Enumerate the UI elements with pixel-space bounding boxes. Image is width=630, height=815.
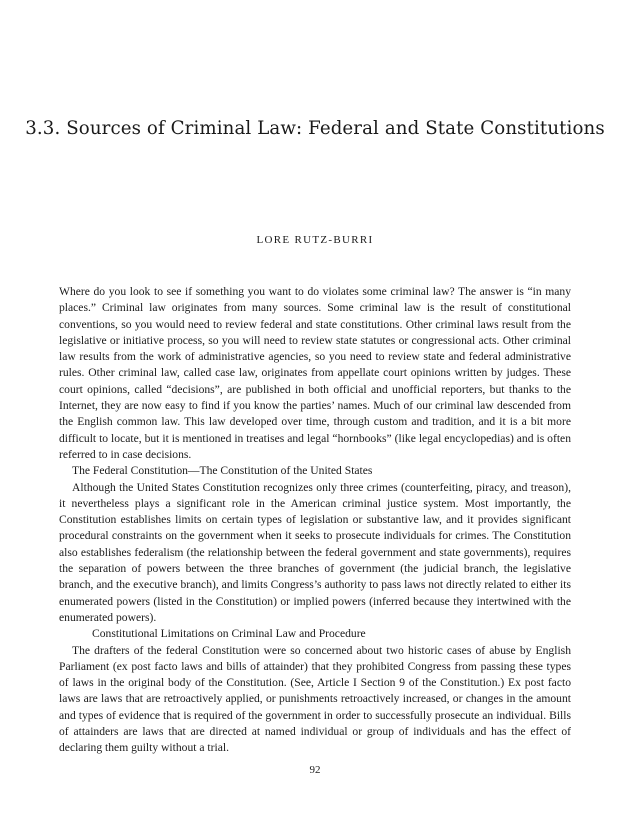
limitations-paragraph: The drafters of the federal Constitution were so concerned about two historic cases of abuse by English Parliament (ex post facto laws and bills of attainder) that they prohibited Congress from passing these types of laws in the original body of the Constitution. (See, Article I Section 9 of the Constitution.) Ex post facto laws are laws that are retroactively applied, or punishments retroactively increased, or changes in the amount and types of evidence that is required of the government in order to successfully prosecute an individual. Bills of attainders are laws that are directed at named individual or group of individuals and has the effect of declaring them guilty without a trial.	[59, 643, 571, 755]
subsection-heading: Constitutional Limitations on Criminal Law and Procedure	[92, 627, 366, 641]
section-heading: The Federal Constitution—The Constitution of the United States	[72, 464, 373, 478]
page-title: 3.3. Sources of Criminal Law: Federal and State Constitutions	[25, 118, 605, 139]
document-body	[59, 284, 571, 757]
intro-paragraph: Where do you look to see if something you want to do violates some criminal law? The answer is “in many places.” Criminal law originates from many sources. Some criminal law is the result of constitutional conventions, so you would need to review federal and state constitutions. Other criminal laws result from the legislative or initiative process, so you will need to review state statutes or congressional acts. Other criminal law results from the work of administrative agencies, so you need to review state and federal administrative rules. Other criminal law, called case law, originates from appellate court opinions written by judges. These court opinions, called “decisions”, are published in both official and unofficial reporters, but thanks to the Internet, they are now easy to find if you know the parties’ names. Much of our criminal law descended from the English common law. This law developed over time, through custom and tradition, and it is a bit more difficult to locate, but it is mentioned in treatises and legal “hornbooks” (like legal encyclopedias) and is often referred to in case decisions.	[59, 285, 571, 461]
author-byline: LORE RUTZ-BURRI	[256, 234, 374, 246]
federal-constitution-paragraph: Although the United States Constitution recognizes only three crimes (counterfeiting, piracy, and treason), it nevertheless plays a significant role in the American criminal justice system. Most importantly, the Constitution establishes limits on certain types of legislation or substantive law, and it provides significant procedural constraints on the government when it seeks to prosecute individuals for crimes. The Constitution also establishes federalism (the relationship between the federal government and state governments), requires the separation of powers between the three branches of government (the judicial branch, the legislative branch, and the executive branch), and limits Congress’s authority to pass laws not directly related to either its enumerated powers (listed in the Constitution) or implied powers (inferred because they intertwined with the enumerated powers).	[59, 480, 571, 624]
page-number: 92	[309, 764, 321, 776]
